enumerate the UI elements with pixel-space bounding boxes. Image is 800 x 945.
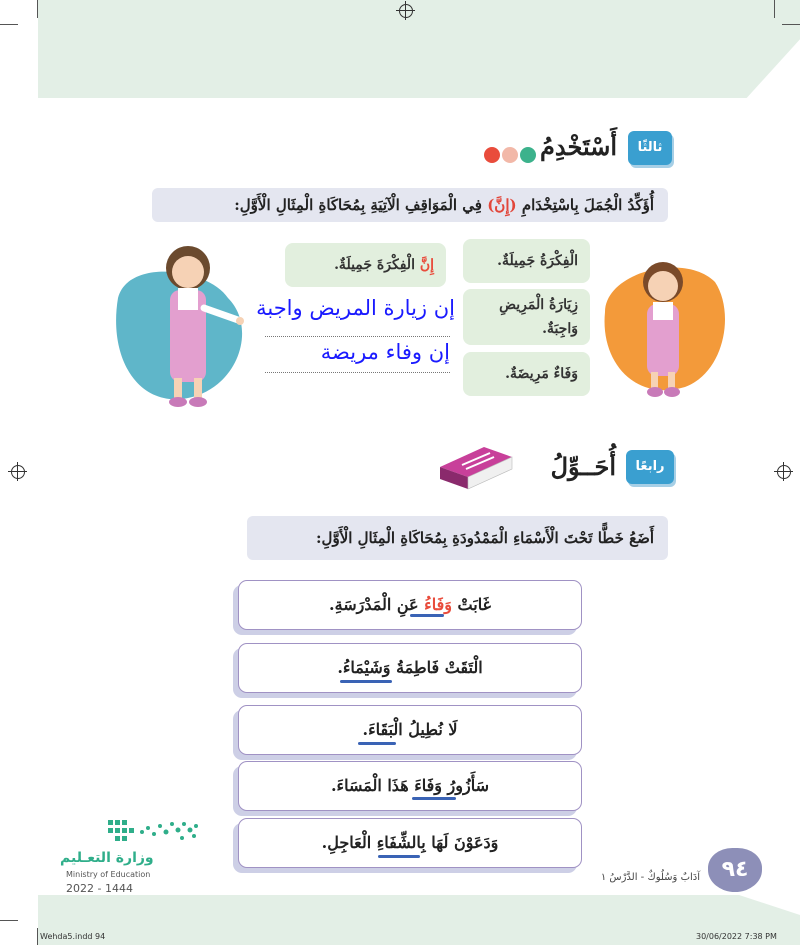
crop-mark	[0, 920, 18, 921]
example-text: الْفِكْرَةَ جَمِيلَةٌ.	[334, 257, 420, 273]
sentence-text: الْفِكْرَةُ جَمِيلَةٌ.	[497, 253, 578, 269]
crop-mark	[37, 928, 38, 945]
sentence-card	[463, 239, 590, 283]
crop-mark	[782, 24, 800, 25]
example-answer-card	[285, 243, 446, 287]
registration-mark-icon	[11, 465, 25, 479]
file-label: Wehda5.indd 94	[40, 932, 106, 941]
section-title: أُحَــوِّلُ	[550, 452, 616, 481]
registration-mark-icon	[777, 465, 791, 479]
exercise-box	[238, 705, 582, 755]
sentence-text: زِيَارَةُ الْمَرِيضِ وَاجِبَةٌ.	[499, 297, 578, 337]
bottom-decorative-band	[38, 895, 800, 945]
color-dot-icon	[502, 147, 518, 163]
instruction-part: أُؤَكِّدُ الْجُمَلَ بِاسْتِخْدَامِ	[516, 196, 654, 214]
instruction-text: أَضَعُ خَطًّا تَحْتَ الْأَسْمَاءِ الْمَمْدُودَةِ بِمُحَاكَاةِ الْمِثَالِ الْأَوَّلِ:	[247, 516, 668, 560]
sentence-card	[463, 352, 590, 396]
top-decorative-band	[38, 0, 800, 98]
print-date: 30/06/2022 7:38 PM	[696, 932, 777, 941]
ministry-logo-icon	[108, 818, 200, 844]
section-tag: ثالثًا	[628, 131, 672, 165]
section-title: أَسْتَخْدِمُ	[540, 132, 617, 161]
page-number-badge: ٩٤	[708, 848, 762, 892]
section-tag: رابعًا	[626, 450, 674, 484]
answer-line	[265, 372, 450, 373]
ministry-name-english: Ministry of Education	[66, 870, 151, 879]
ministry-name-arabic: وزارة التعـليم	[60, 850, 154, 866]
crop-mark	[774, 0, 775, 18]
handwritten-answer: إن وفاء مريضة	[320, 340, 450, 364]
color-dot-icon	[520, 147, 536, 163]
color-dot-icon	[484, 147, 500, 163]
exercise-text: وَدَعَوْنَ لَهَا بِالشِّفَاءِ الْعَاجِلِ.	[321, 833, 499, 852]
girl-illustration	[595, 252, 730, 402]
girl-pointing-illustration	[108, 238, 268, 416]
lesson-label: آدَابٌ وَسُلُوكٌ - الدَّرْسُ ١	[600, 872, 700, 883]
instruction-highlight: (إِنَّ)	[487, 196, 517, 214]
exercise-box	[238, 580, 582, 630]
exercise-text: سَأَزُورُ وَفَاءَ هَذَا الْمَسَاءَ.	[330, 776, 490, 795]
underline-mark	[410, 614, 444, 617]
example-highlight: إِنَّ	[419, 257, 434, 273]
exercise-text: غَابَتْ	[451, 595, 491, 614]
crop-mark	[37, 0, 38, 18]
underline-mark	[358, 742, 396, 745]
crop-mark	[0, 24, 18, 25]
sentence-text: وَفَاءٌ مَرِيضَةٌ.	[505, 366, 578, 382]
year-label: 2022 - 1444	[66, 882, 133, 895]
exercise-text: لَا نُطِيلُ الْبَقَاءَ.	[362, 720, 458, 739]
exercise-box	[238, 643, 582, 693]
handwritten-answer: إن زيارة المريض واجبة	[256, 296, 455, 320]
underline-mark	[340, 680, 392, 683]
exercise-box	[238, 761, 582, 811]
answer-line	[265, 336, 450, 337]
underline-mark	[378, 855, 420, 858]
book-arrows-icon	[432, 443, 514, 493]
instruction-text	[152, 188, 668, 222]
sentence-card	[463, 289, 590, 345]
instruction-part: فِي الْمَوَاقِفِ الْآتِيَةِ بِمُحَاكَاةِ الْمِثَالِ الْأَوَّلِ:	[234, 196, 488, 214]
underline-mark	[412, 797, 456, 800]
registration-mark-icon	[399, 4, 413, 18]
exercise-highlight: وَفَاءُ	[424, 595, 452, 614]
exercise-text: عَنِ الْمَدْرَسَةِ.	[329, 595, 425, 614]
exercise-text: الْتَقَتْ فَاطِمَةُ وَشَيْمَاءُ.	[337, 658, 483, 677]
exercise-box	[238, 818, 582, 868]
